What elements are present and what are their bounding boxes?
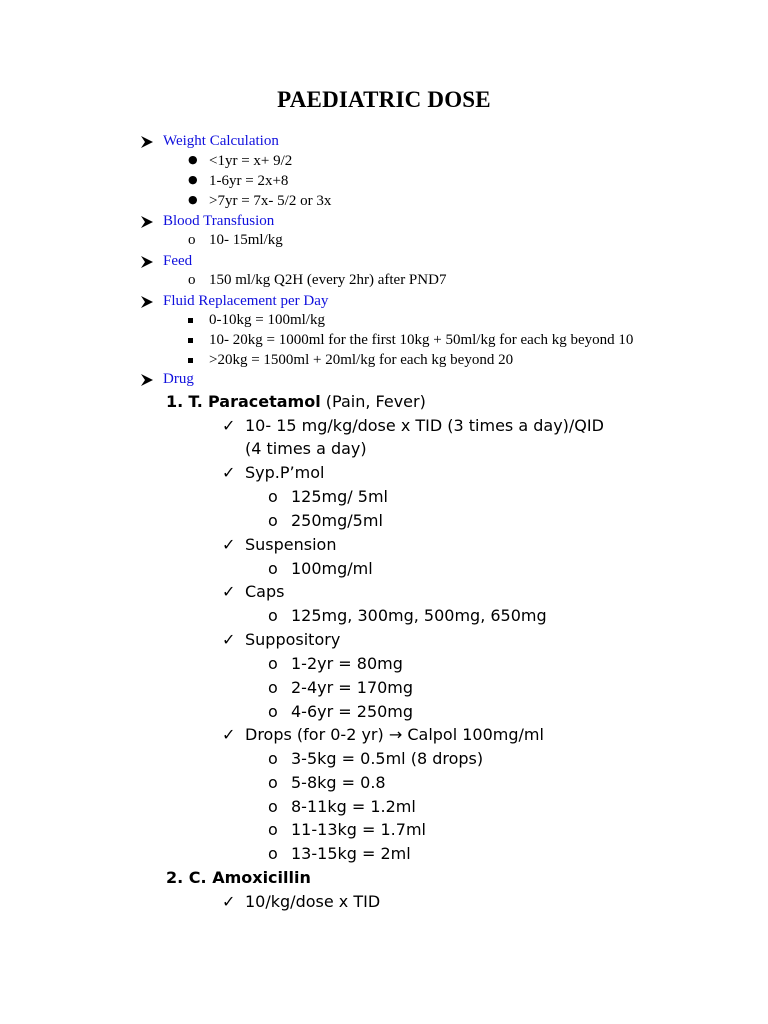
drug-indication: (Pain, Fever) (325, 392, 426, 411)
circle-o-bullet-icon: o (268, 559, 278, 578)
arrowhead-bullet-icon (140, 373, 154, 387)
dose-entry: Caps (245, 582, 285, 601)
sub-item: 11-13kg = 1.7ml (291, 820, 426, 839)
sub-item: 13-15kg = 2ml (291, 844, 411, 863)
square-bullet-icon (188, 338, 193, 343)
disc-bullet-icon: ● (188, 153, 198, 166)
circle-o-bullet-icon: o (268, 749, 278, 768)
dose-entry: Suspension (245, 535, 337, 554)
circle-o-bullet-icon: o (268, 487, 278, 506)
sub-item: 125mg/ 5ml (291, 487, 388, 506)
dose-entry-text-after: Calpol 100mg/ml (402, 725, 544, 744)
drug-heading-amoxicillin (166, 868, 311, 888)
list-item: 1-6yr = 2x+8 (209, 173, 289, 189)
list-item: >20kg = 1500ml + 20ml/kg for each kg beyond 20 (209, 352, 514, 368)
sub-item: 125mg, 300mg, 500mg, 650mg (291, 606, 547, 625)
checkmark-icon: ✓ (222, 725, 236, 744)
page-title: PAEDIATRIC DOSE (277, 87, 491, 112)
arrowhead-bullet-icon (140, 255, 154, 269)
drug-form-prefix: T. (188, 392, 203, 411)
dose-entry-text: Drops (for 0-2 yr) (245, 725, 389, 744)
checkmark-icon: ✓ (222, 416, 236, 435)
sub-item: 5-8kg = 0.8 (291, 773, 386, 792)
sub-item: 100mg/ml (291, 559, 373, 578)
square-bullet-icon (188, 358, 193, 363)
drug-name: Paracetamol (207, 392, 321, 411)
dose-entry: 10- 15 mg/kg/dose x TID (3 times a day)/QID (245, 416, 604, 435)
sub-item: 250mg/5ml (291, 511, 383, 530)
circle-o-bullet-icon: o (268, 773, 278, 792)
circle-o-bullet-icon: o (268, 702, 278, 721)
checkmark-icon: ✓ (222, 582, 236, 601)
circle-o-bullet-icon: o (268, 678, 278, 697)
list-item: 10- 15ml/kg (209, 232, 283, 248)
drug-heading-paracetamol (166, 392, 426, 412)
checkmark-icon: ✓ (222, 630, 236, 649)
disc-bullet-icon: ● (188, 193, 198, 206)
circle-o-bullet-icon: o (268, 654, 278, 673)
circle-o-bullet-icon: o (268, 511, 278, 530)
checkmark-icon: ✓ (222, 535, 236, 554)
section-heading-fluid-replacement: Fluid Replacement per Day (163, 293, 329, 309)
circle-o-bullet-icon: o (268, 606, 278, 625)
dose-entry (245, 725, 544, 745)
square-bullet-icon (188, 318, 193, 323)
circle-o-bullet-icon: o (188, 232, 196, 248)
list-item: >7yr = 7x- 5/2 or 3x (209, 193, 332, 209)
disc-bullet-icon: ● (188, 173, 198, 186)
drug-number: 1. (166, 392, 184, 411)
circle-o-bullet-icon: o (268, 820, 278, 839)
dose-entry: Syp.P’mol (245, 463, 325, 482)
circle-o-bullet-icon: o (268, 797, 278, 816)
list-item: 150 ml/kg Q2H (every 2hr) after PND7 (209, 272, 447, 288)
right-arrow-icon: → (388, 725, 403, 744)
arrowhead-bullet-icon (140, 215, 154, 229)
section-heading-blood-transfusion: Blood Transfusion (163, 213, 275, 229)
arrowhead-bullet-icon (140, 295, 154, 309)
drug-number: 2. (166, 868, 184, 887)
list-item: <1yr = x+ 9/2 (209, 153, 293, 169)
drug-name: Amoxicillin (212, 868, 311, 887)
dose-entry: 10/kg/dose x TID (245, 892, 381, 911)
circle-o-bullet-icon: o (268, 844, 278, 863)
sub-item: 1-2yr = 80mg (291, 654, 403, 673)
arrowhead-bullet-icon (140, 135, 154, 149)
dose-entry-continuation: (4 times a day) (245, 439, 367, 458)
sub-item: 8-11kg = 1.2ml (291, 797, 416, 816)
drug-form-prefix: C. (188, 868, 207, 887)
dose-entry: Suppository (245, 630, 341, 649)
section-heading-drug: Drug (163, 371, 194, 387)
checkmark-icon: ✓ (222, 892, 236, 911)
list-item: 0-10kg = 100ml/kg (209, 312, 325, 328)
sub-item: 3-5kg = 0.5ml (8 drops) (291, 749, 484, 768)
checkmark-icon: ✓ (222, 463, 236, 482)
sub-item: 4-6yr = 250mg (291, 702, 414, 721)
section-heading-feed: Feed (163, 253, 193, 269)
circle-o-bullet-icon: o (188, 272, 196, 288)
sub-item: 2-4yr = 170mg (291, 678, 414, 697)
section-heading-weight-calculation: Weight Calculation (163, 133, 279, 149)
list-item: 10- 20kg = 1000ml for the first 10kg + 50ml/kg for each kg beyond 10 (209, 332, 634, 348)
